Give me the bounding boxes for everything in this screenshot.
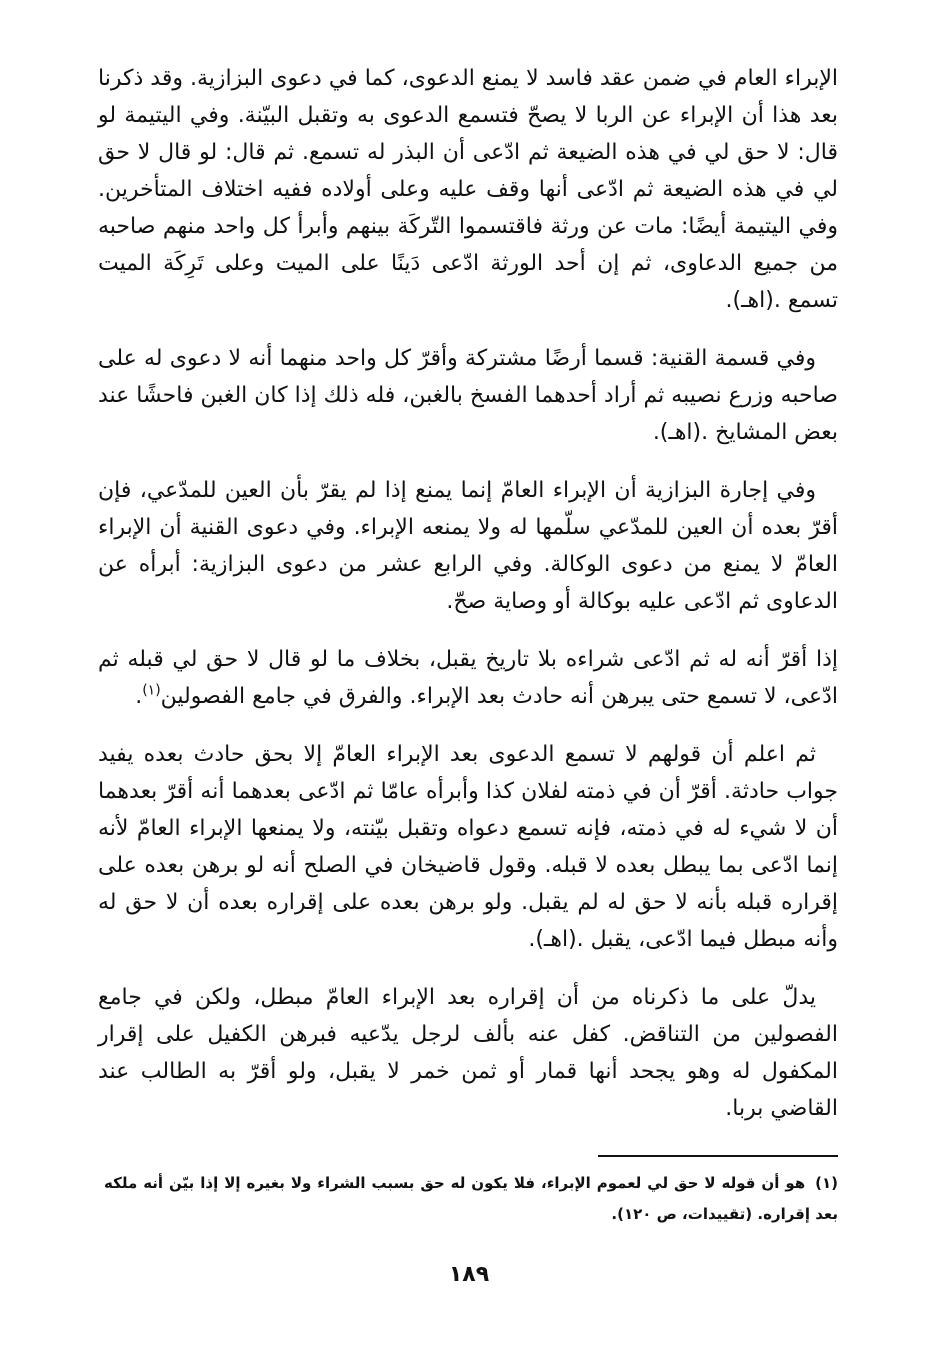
- footnote-text: هو أن قوله لا حق لي لعموم الإبراء، فلا يكون له حق بسبب الشراء ولا بغيره إلا إذا بيّن أنه ملكه بعد إقراره. (تقييدات، ص ١٢٠).: [104, 1174, 838, 1223]
- paragraph-4-text: إذا أقرّ أنه له ثم ادّعى شراءه بلا تاريخ يقبل، بخلاف ما لو قال لا حق لي قبله ثم ادّعى، لا تسمع حتى يبرهن أنه حادث بعد الإبراء. والفرق في جامع الفصولين: [98, 647, 838, 709]
- paragraph-4: [98, 641, 838, 715]
- main-text: [98, 60, 838, 1148]
- paragraph-3: وفي إجارة البزازية أن الإبراء العامّ إنما يمنع إذا لم يقرّ بأن العين للمدّعي، فإن أقرّ بعده أن العين للمدّعي سلّمها له ولا يمنعه الإبراء. وفي دعوى القنية أن الإبراء العامّ لا يمنع من دعوى الوكالة. وفي الرابع عشر من دعوى البزازية: أبرأه عن الدعاوى ثم ادّعى عليه بوكالة أو وصاية صحّ.: [98, 478, 838, 614]
- footnotes: [104, 1168, 838, 1230]
- paragraph-4-tail: .: [135, 684, 143, 709]
- paragraph-6: يدلّ على ما ذكرناه من أن إقراره بعد الإبراء العامّ مبطل، ولكن في جامع الفصولين من التناقض. كفل عنه بألف لرجل يدّعيه فبرهن الكفيل على إقرار المكفول له وهو يجحد أنها قمار أو ثمن خمر لا يقبل، ولو أقرّ به الطالب عند القاضي بربا.: [98, 985, 838, 1121]
- page-number: ١٨٩: [448, 1262, 490, 1287]
- footnote-1: [104, 1168, 838, 1230]
- footnote-separator: [598, 1155, 838, 1157]
- footnote-reference: (١): [142, 682, 161, 699]
- paragraph-1: الإبراء العام في ضمن عقد فاسد لا يمنع الدعوى، كما في دعوى البزازية. وقد ذكرنا بعد هذا أن الإبراء عن الربا لا يصحّ فتسمع الدعوى به وتقبل البيّنة. وفي اليتيمة لو قال: لا حق لي في هذه الضيعة ثم ادّعى أن البذر له تسمع. ثم قال: لو قال لا حق لي في هذه الضيعة ثم ادّعى أنها وقف عليه وعلى أولاده ففيه اختلاف المتأخرين. وفي اليتيمة أيضًا: مات عن ورثة فاقتسموا التّركَة بينهم وأبرأ كل واحد منهم صاحبه من جميع الدعاوى، ثم إن أحد الورثة ادّعى دَينًا على الميت وعلى تَرِكَة الميت تسمع .(اهـ).: [98, 66, 838, 313]
- footnote-number: (١): [815, 1174, 838, 1192]
- paragraph-5: ثم اعلم أن قولهم لا تسمع الدعوى بعد الإبراء العامّ إلا بحق حادث بعده يفيد جواب حادثة. أقرّ أن في ذمته لفلان كذا وأبرأه عامّا ثم ادّعى بعدهما أنه أقرّ بعدهما أن لا شيء له في ذمته، فإنه تسمع دعواه وتقبل بيّنته، ولا يمنعها الإبراء العامّ لأنه إنما ادّعى بما يبطل بعده لا قبله. وقول قاضيخان في الصلح أنه لو برهن بعده على إقراره قبله بأنه لا حق له لم يقبل. ولو برهن بعده على إقراره بعده أن لا حق له وأنه مبطل فيما ادّعى، يقبل .(اهـ).: [98, 742, 838, 952]
- paragraph-2: وفي قسمة القنية: قسما أرضًا مشتركة وأقرّ كل واحد منهما أنه لا دعوى له على صاحبه وزرع نصيبه ثم أراد أحدهما الفسخ بالغبن، فله ذلك إذا كان الغبن فاحشًا عند بعض المشايخ .(اهـ).: [98, 346, 838, 445]
